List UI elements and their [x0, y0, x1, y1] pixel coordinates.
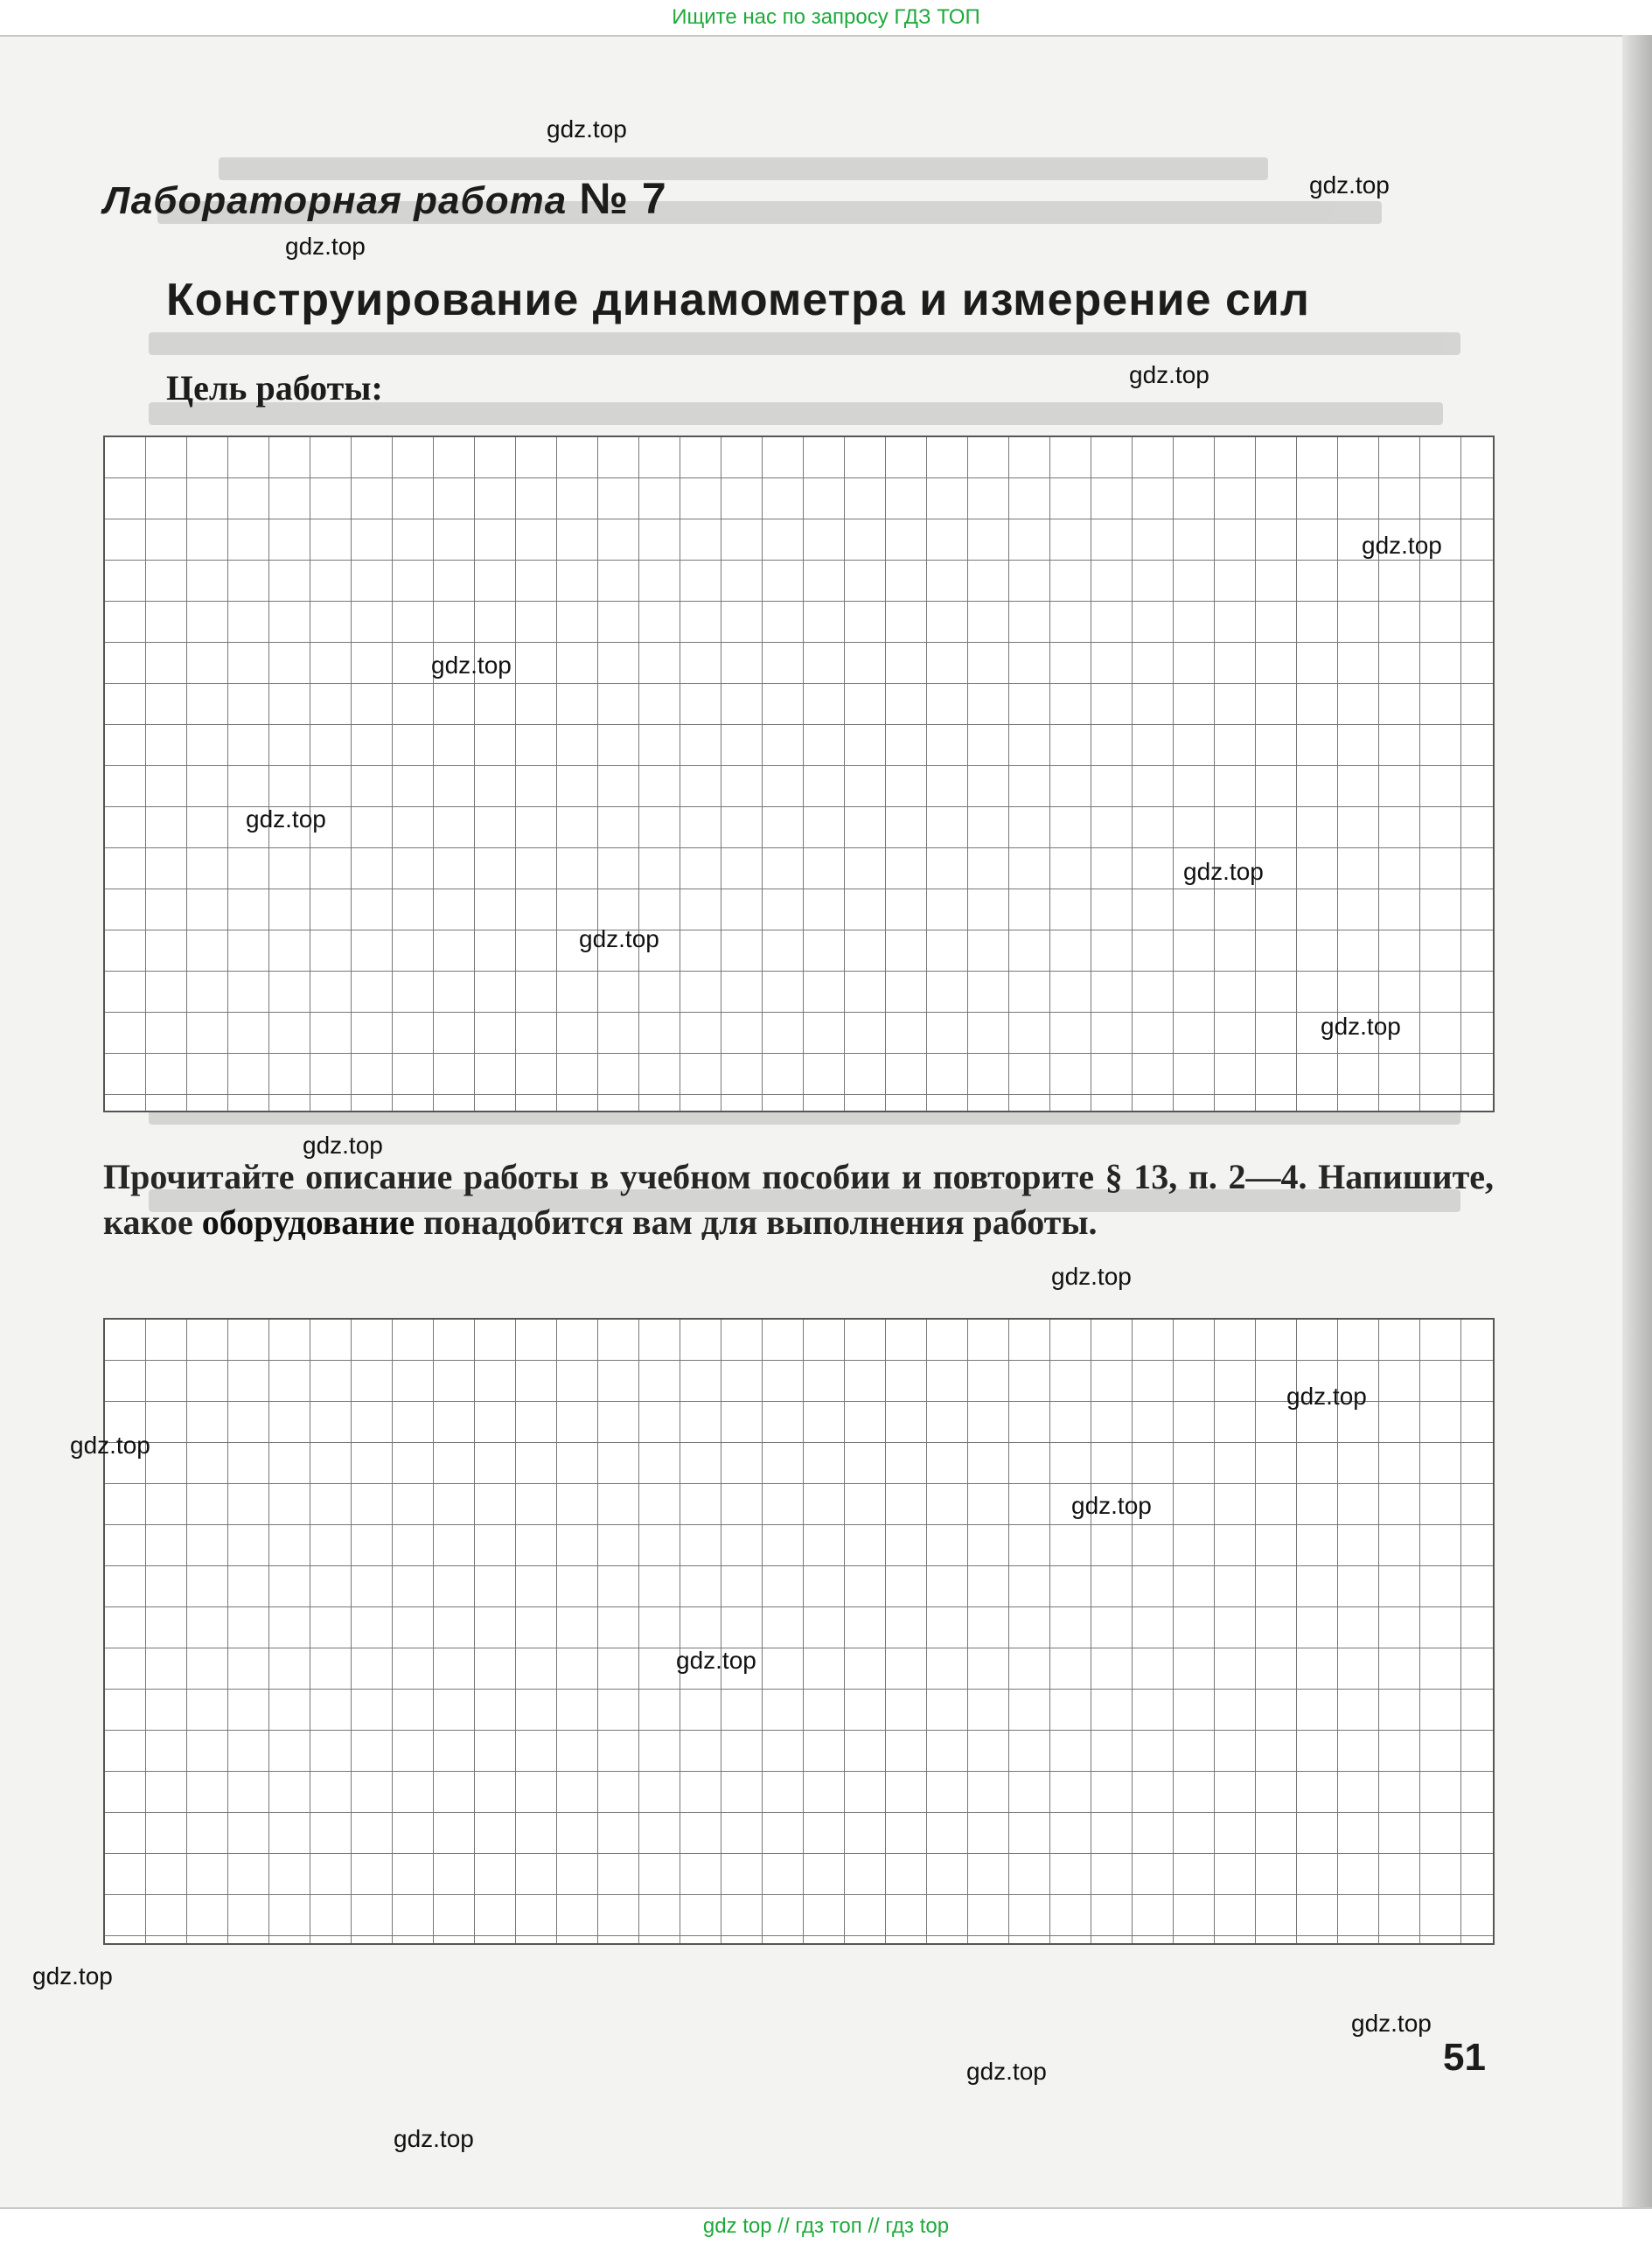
lab-title-text: Лабораторная работа [103, 179, 568, 222]
goal-writing-grid[interactable] [103, 436, 1495, 1112]
watermark: gdz.top [32, 1962, 113, 1990]
lab-title [103, 173, 667, 224]
watermark: gdz.top [1309, 171, 1390, 199]
watermark: gdz.top [547, 115, 627, 143]
page-edge-shadow [1622, 35, 1652, 2209]
page-number: 51 [1443, 2036, 1486, 2079]
top-banner[interactable]: Ищите нас по запросу ГДЗ ТОП [0, 0, 1652, 37]
watermark: gdz.top [1051, 1263, 1132, 1290]
instruction-part1: Прочитайте описание работы в учебном пособии и повторите § 13, п. 2—4. Напишите, какое [103, 1157, 1494, 1242]
lab-number: № 7 [579, 174, 667, 223]
watermark: gdz.top [431, 652, 512, 679]
watermark: gdz.top [1183, 858, 1264, 885]
watermark: gdz.top [1071, 1492, 1152, 1519]
instruction-part2: понадобится вам для выполнения работы. [415, 1202, 1098, 1242]
watermark: gdz.top [303, 1132, 383, 1159]
watermark: gdz.top [1321, 1013, 1401, 1040]
watermark: gdz.top [1129, 361, 1209, 388]
watermark: gdz.top [1362, 532, 1442, 559]
goal-label: Цель работы: [166, 368, 383, 408]
equipment-writing-grid[interactable] [103, 1318, 1495, 1945]
instruction-text [103, 1154, 1494, 1245]
work-title: Конструирование динамометра и измерение сил [166, 275, 1310, 325]
watermark: gdz.top [70, 1432, 150, 1459]
watermark: gdz.top [1351, 2010, 1432, 2037]
watermark: gdz.top [966, 2058, 1047, 2085]
bottom-banner[interactable]: gdz top // гдз топ // гдз top [0, 2207, 1652, 2244]
watermark: gdz.top [676, 1647, 756, 1674]
watermark: gdz.top [246, 805, 326, 833]
watermark: gdz.top [285, 233, 366, 260]
watermark: gdz.top [394, 2125, 474, 2152]
watermark: gdz.top [1286, 1383, 1367, 1410]
watermark: gdz.top [579, 925, 659, 952]
instruction-bold-equipment: оборудование [201, 1202, 415, 1242]
